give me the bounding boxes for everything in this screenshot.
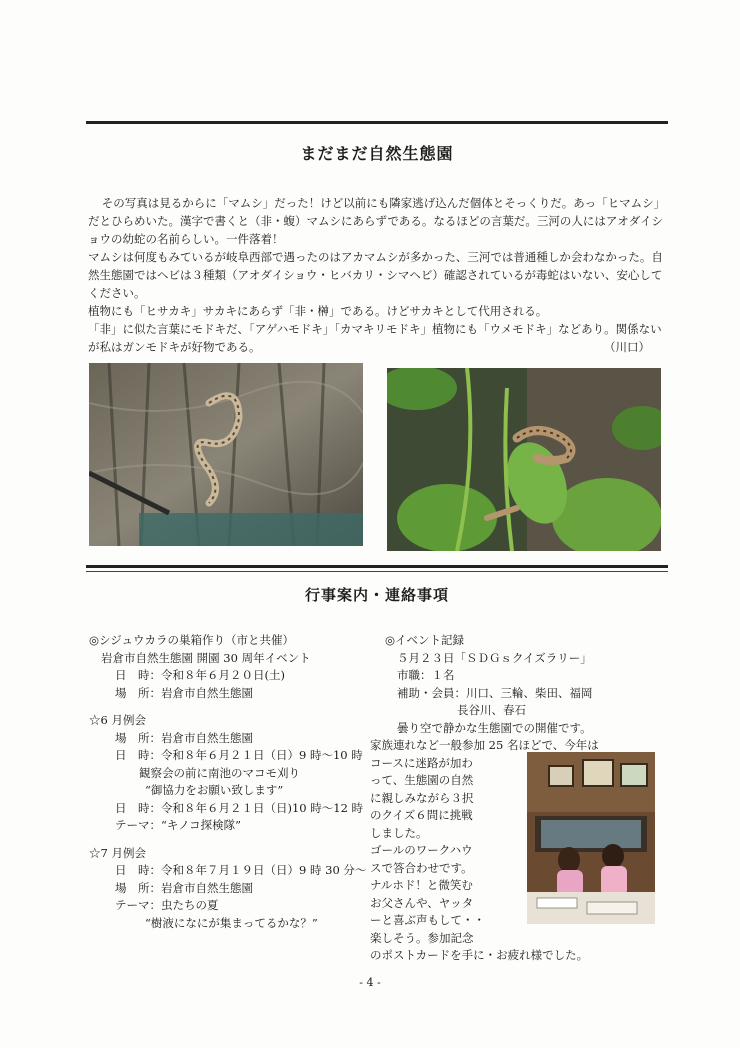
event-line: 日 時：令和８年６月２０日(土) <box>115 668 285 682</box>
report-line: スで答合わせです。 <box>370 860 473 875</box>
record-line: 長谷川、春石 <box>457 703 526 717</box>
article-paragraph-1: その写真は見るからに「マムシ」だった！けど以前にも隣家逃げ込んだ個体とそっくりだ。あっ「ヒマムシ」だとひらめいた。漢字で書くと（非・蝮）マムシにあらずである。なるほどの言葉だ。三河の人にはアオダイショウの幼蛇の名前らしい。一件落着！ <box>88 196 666 246</box>
top-rule <box>86 121 668 124</box>
section-rule-thin <box>86 571 668 572</box>
article-paragraph-3: 植物にも「ヒサカキ」サカキにあらず「非・榊」である。けどサカキとして代用される。 <box>88 304 548 318</box>
article-author: （川口） <box>604 340 650 354</box>
event-line: 場 所：岩倉市自然生態園 <box>115 685 253 700</box>
event-line: テーマ：“キノコ探検隊” <box>115 818 241 832</box>
event-line: テーマ：虫たちの夏 <box>115 898 219 912</box>
article-paragraph-4: 「非」に似た言葉にモドキだ、「アゲハモドキ」「カマキリモドキ」植物にも「ウメモドキ」などあり。関係ないが私はガンモドキが好物である。 <box>88 322 662 354</box>
report-line: ゴールのワークハウ <box>370 843 473 857</box>
page-number: - 4 - <box>359 976 381 989</box>
events-left-column <box>89 632 389 932</box>
spacer <box>89 702 389 712</box>
report-line: 楽しそう。参加記念 <box>370 930 474 945</box>
section-rule-thick <box>86 565 668 568</box>
record-line: ◎イベント記録 <box>385 633 465 647</box>
event-line: 日 時：令和８年６月２１日（日）9 時～10 時 <box>115 748 363 762</box>
record-line: ５月２３日「ＳＤＧｓクイズラリー」 <box>397 650 592 665</box>
events-title: 行事案内・連絡事項 <box>304 586 449 604</box>
photo-quiz-answer-check <box>527 752 655 924</box>
event-line: 観察会の前に南池のマコモ刈り <box>139 765 300 780</box>
event-line: ◎シジュウカラの巣箱作り（市と共催） <box>89 633 295 647</box>
photo-snake-in-leaves <box>387 368 661 551</box>
event-line: ☆6 月例会 <box>89 713 146 727</box>
report-line: のクイズ６問に挑戦 <box>370 808 473 822</box>
article-title: まだまだ自然生態園 <box>300 144 454 163</box>
article-paragraph-2: マムシは何度もみているが岐阜西部で遇ったのはアカマムシが多かった、三河では普通種しか会わなかった。自然生態園ではヘビは３種類（アオダイショウ・ヒバカリ・シマヘビ）確認されているが毒蛇はいない、安心してください。 <box>88 250 663 300</box>
event-line: 場 所：岩倉市自然生態園 <box>115 730 253 745</box>
event-line: 場 所：岩倉市自然生態園 <box>115 880 253 895</box>
report-line: お父さんや、ヤッタ <box>370 895 474 910</box>
report-line: 家族連れなど一般参加 25 名ほどで、今年は <box>370 738 599 752</box>
photo-snake-on-tree <box>89 363 363 546</box>
events-right-column <box>385 632 675 737</box>
report-line: に親しみながら３択 <box>370 790 474 805</box>
record-line: 曇り空で静かな生態園での開催です。 <box>397 720 592 735</box>
event-line: 日 時：令和８年７月１９日（日）9 時 30 分～ <box>115 863 367 877</box>
report-line: しました。 <box>370 825 428 840</box>
event-line: ☆7 月例会 <box>89 845 146 860</box>
record-line: 市職：１名 <box>397 668 455 682</box>
report-line: ーと喜ぶ声もして・・ <box>370 913 485 927</box>
event-line: 岩倉市自然生態園 開園 30 周年イベント <box>101 650 311 665</box>
report-line: のポストカードを手に・お疲れ様でした。 <box>370 948 589 962</box>
event-line: 日 時：令和８年６月２１日（日)10 時～12 時 <box>115 800 364 815</box>
event-line: “樹液になにが集まってるかな？” <box>145 915 318 930</box>
report-line: ナルホド！と微笑む <box>370 878 473 892</box>
record-line: 補助・会員：川口、三輪、柴田、福岡 <box>397 685 593 700</box>
spacer <box>89 835 389 845</box>
report-line: コースに迷路が加わ <box>370 755 473 770</box>
article-body <box>88 194 668 356</box>
event-line: “御協力をお願い致します” <box>145 783 284 797</box>
report-line: って、生態園の自然 <box>370 773 474 787</box>
